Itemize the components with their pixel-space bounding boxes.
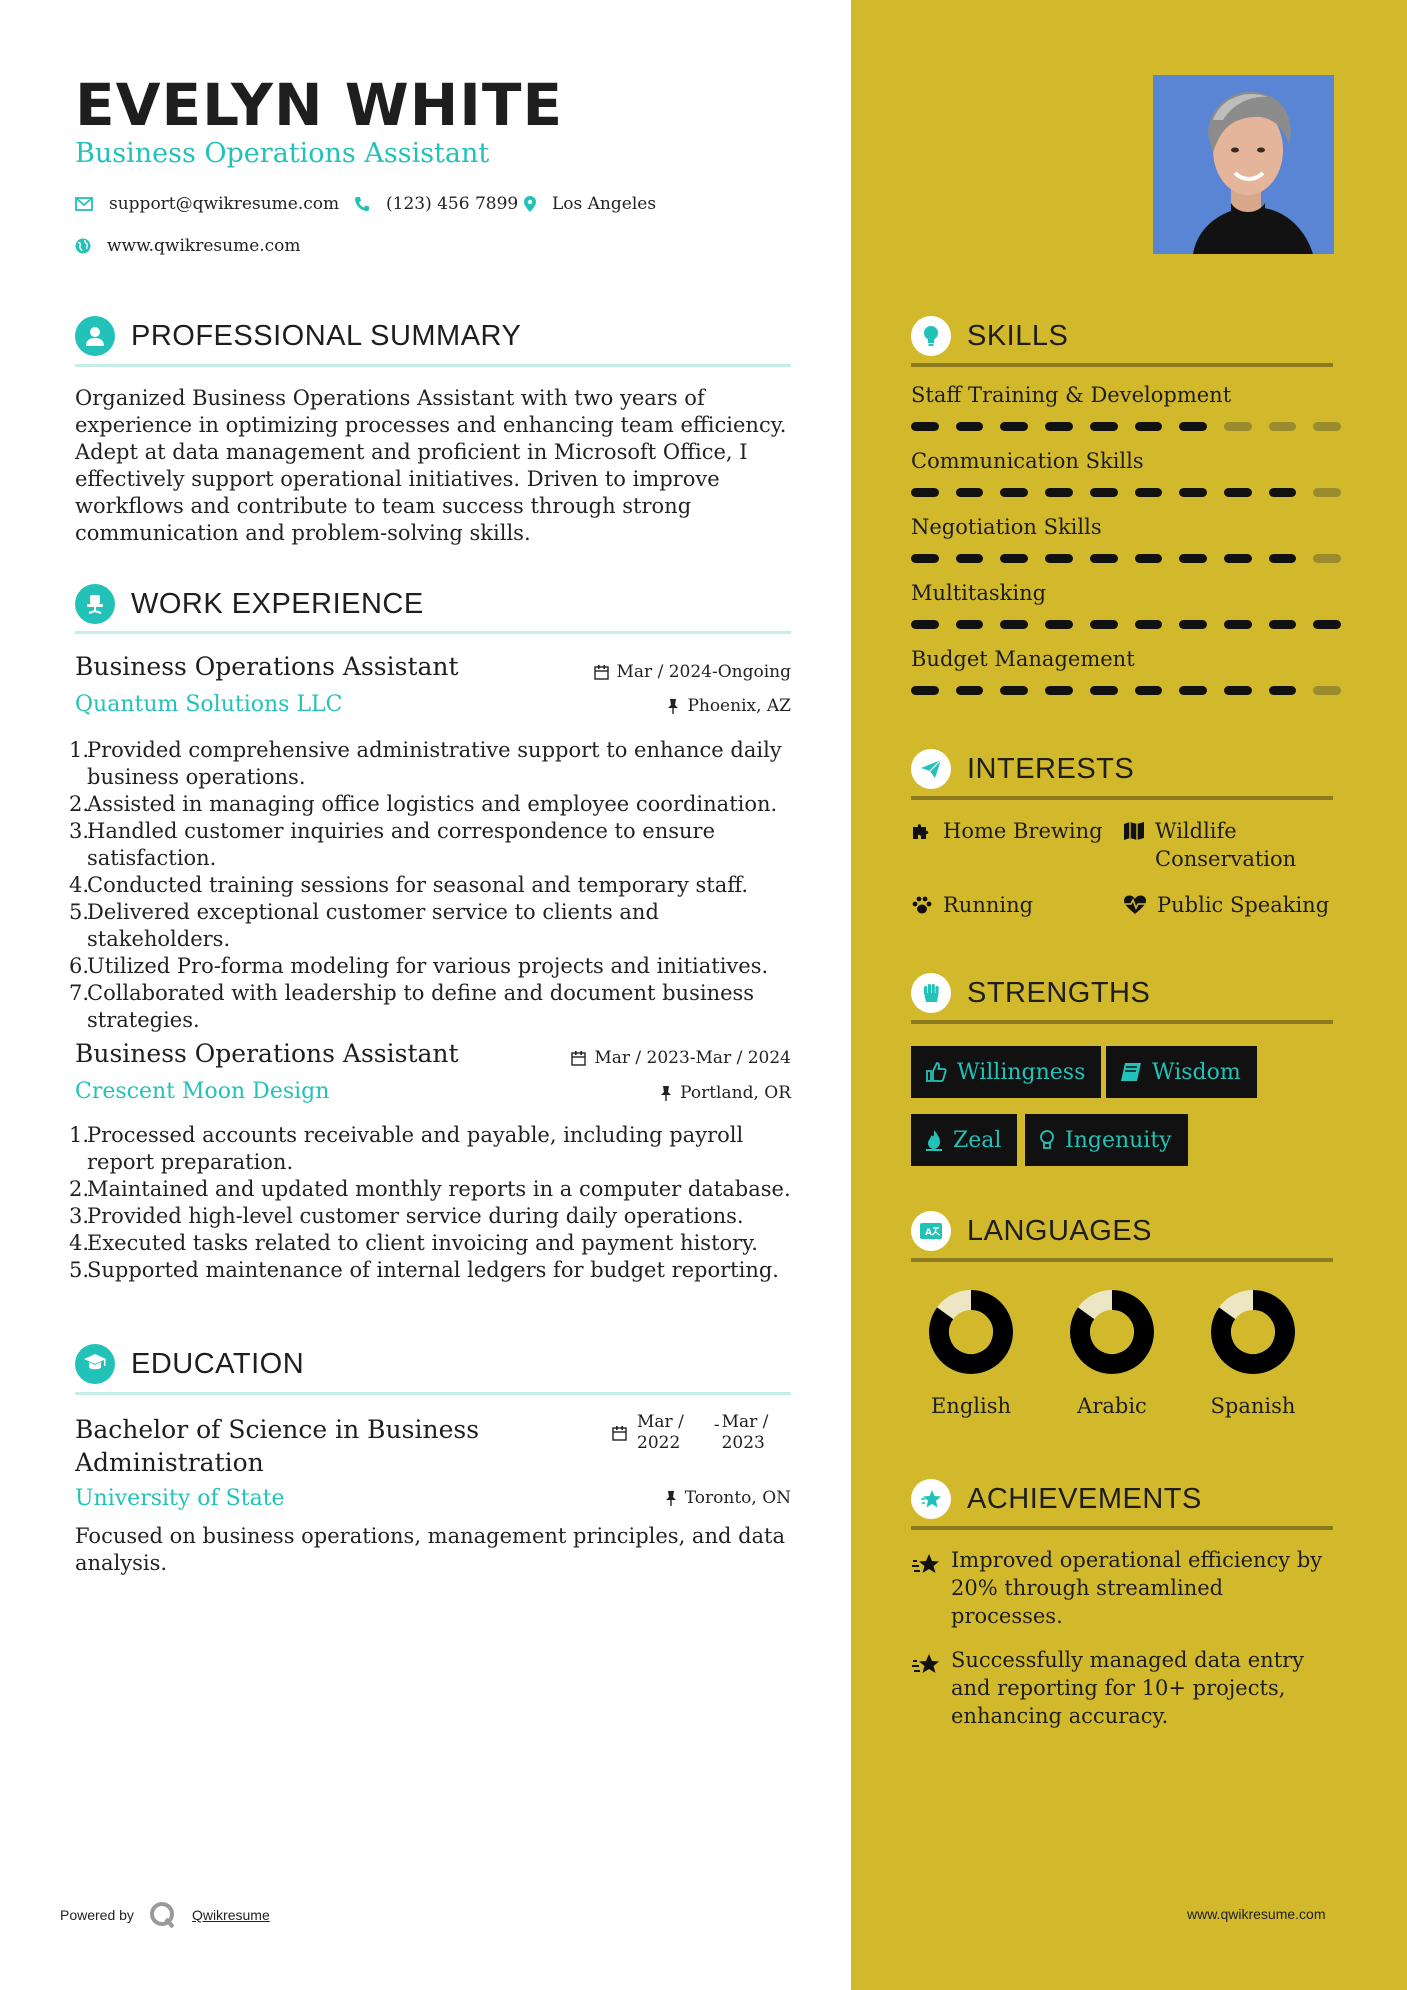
calendar-icon xyxy=(571,1051,586,1066)
lightbulb-icon xyxy=(911,316,951,356)
list-item: 5. Delivered exceptional customer service to clients and stakeholders. xyxy=(69,900,659,951)
skill-dash-empty xyxy=(1224,422,1252,431)
interests-title: INTERESTS xyxy=(967,752,1135,785)
job-duties xyxy=(69,1122,799,1284)
degree-line: Administration xyxy=(75,1448,264,1477)
paw-icon xyxy=(911,895,933,915)
interest-item: Wildlife Conservation xyxy=(1123,817,1296,873)
languages-divider xyxy=(911,1258,1333,1262)
job-location-text: Phoenix, AZ xyxy=(687,696,791,716)
interest-item: Home Brewing xyxy=(911,817,1103,845)
translate-icon xyxy=(911,1211,951,1251)
lightbulb-icon xyxy=(1039,1129,1055,1151)
skill-dash-filled xyxy=(1045,686,1073,695)
office-chair-icon xyxy=(75,584,115,624)
skill-dash-filled xyxy=(1045,422,1073,431)
job-date xyxy=(520,662,791,682)
date-end: Mar / 2023 xyxy=(721,1412,769,1453)
shooting-star-icon xyxy=(911,1652,941,1678)
summary-line: workflows and contribute to team success through strong xyxy=(75,494,692,518)
experience-title: WORK EXPERIENCE xyxy=(131,587,424,620)
list-item: 7. Collaborated with leadership to define and document business strategies. xyxy=(69,981,755,1032)
skill-dash-filled xyxy=(956,554,984,563)
svg-text:A: A xyxy=(925,1228,932,1238)
list-item: 5. Supported maintenance of internal ledgers for budget reporting. xyxy=(69,1258,779,1282)
skill-dash-filled xyxy=(911,686,939,695)
skill-dash-filled xyxy=(1000,422,1028,431)
skill-dash-filled xyxy=(1045,620,1073,629)
list-item: 4. Executed tasks related to client invoicing and payment history. xyxy=(69,1231,758,1255)
list-item: 6. Utilized Pro-forma modeling for various projects and initiatives. xyxy=(69,954,769,978)
candidate-name: EVELYN WHITE xyxy=(75,71,564,139)
envelope-icon xyxy=(75,197,93,211)
pushpin-icon xyxy=(665,1491,677,1506)
skill-dash-filled xyxy=(956,620,984,629)
skill-name: Communication Skills xyxy=(911,449,1144,473)
skill-meter xyxy=(911,554,1341,563)
skill-dash-filled xyxy=(1179,620,1207,629)
heartbeat-icon xyxy=(1123,895,1147,915)
powered-by xyxy=(60,1900,270,1930)
fist-icon xyxy=(911,973,951,1013)
list-item: 3. Handled customer inquiries and correspondence to ensure satisfaction. xyxy=(69,819,716,870)
contact-website[interactable] xyxy=(75,234,301,258)
school-location xyxy=(520,1488,791,1508)
school-name: University of State xyxy=(75,1486,285,1511)
skill-dash-filled xyxy=(956,488,984,497)
skill-dash-filled xyxy=(1224,620,1252,629)
phone-icon xyxy=(354,196,370,212)
contact-location xyxy=(524,192,656,216)
experience-heading xyxy=(75,584,424,624)
education-divider xyxy=(75,1392,791,1395)
job-title: Business Operations Assistant xyxy=(75,1039,459,1068)
thumbs-up-icon xyxy=(925,1061,947,1083)
language-item xyxy=(1052,1286,1172,1418)
skill-dash-filled xyxy=(1269,488,1297,497)
globe-icon xyxy=(75,238,91,254)
summary-line: Organized Business Operations Assistant with two years of xyxy=(75,386,705,410)
skill-dash-filled xyxy=(1135,620,1163,629)
job-date xyxy=(480,1048,791,1068)
skill-dash-filled xyxy=(1269,620,1297,629)
languages-list xyxy=(911,1286,1341,1436)
skill-dash-filled xyxy=(1179,554,1207,563)
strength-chip: Zeal xyxy=(911,1114,1017,1166)
date-separator: - xyxy=(713,1415,720,1435)
profile-photo xyxy=(1153,75,1334,254)
achievements-heading xyxy=(911,1479,1202,1519)
powered-by-text: Powered by xyxy=(60,1907,134,1923)
skill-dash-filled xyxy=(1135,422,1163,431)
summary-title: PROFESSIONAL SUMMARY xyxy=(131,319,522,352)
language-item xyxy=(911,1286,1031,1418)
skill-name: Budget Management xyxy=(911,647,1135,671)
skill-dash-empty xyxy=(1269,422,1297,431)
job-company: Crescent Moon Design xyxy=(75,1079,330,1104)
date-start: Mar / 2022 xyxy=(637,1412,684,1453)
skill-name: Negotiation Skills xyxy=(911,515,1102,539)
achievement-item: Successfully managed data entry and reporting for 10+ projects, enhancing accuracy. xyxy=(911,1646,1304,1730)
skill-meter xyxy=(911,686,1341,695)
list-item: 4. Conducted training sessions for seasonal and temporary staff. xyxy=(69,873,749,897)
qwikresume-logo-icon xyxy=(148,1900,178,1930)
skill-name: Staff Training & Development xyxy=(911,383,1232,407)
skill-meter xyxy=(911,488,1341,497)
strength-chip: Ingenuity xyxy=(1025,1114,1188,1166)
job-title: Business Operations Assistant xyxy=(75,652,459,681)
skill-name: Multitasking xyxy=(911,581,1047,605)
skill-dash-filled xyxy=(911,488,939,497)
skill-dash-filled xyxy=(1179,422,1207,431)
job-duties xyxy=(69,737,799,1034)
list-item: 2. Assisted in managing office logistics and employee coordination. xyxy=(69,792,778,816)
graduate-icon xyxy=(75,1344,115,1384)
summary-line: effectively support operational initiatives. Driven to improve xyxy=(75,467,720,491)
skill-dash-filled xyxy=(1135,554,1163,563)
summary-line: communication and problem-solving skills. xyxy=(75,521,531,545)
interests-heading xyxy=(911,749,1134,789)
list-item: 3. Provided high-level customer service during daily operations. xyxy=(69,1204,744,1228)
pushpin-icon xyxy=(660,1086,672,1101)
skill-dash-filled xyxy=(1179,686,1207,695)
contact-phone[interactable] xyxy=(354,192,518,216)
skill-dash-filled xyxy=(1000,686,1028,695)
skill-dash-empty xyxy=(1313,554,1341,563)
skills-list xyxy=(911,383,1341,713)
summary-text xyxy=(75,385,791,547)
skill-dash-empty xyxy=(1313,686,1341,695)
languages-title: LANGUAGES xyxy=(967,1214,1152,1247)
skill-dash-filled xyxy=(911,554,939,563)
book-icon xyxy=(1120,1062,1142,1082)
footer-website[interactable]: www.qwikresume.com xyxy=(1187,1906,1326,1922)
summary-line: Adept at data management and proficient in Microsoft Office, I xyxy=(75,440,748,464)
skill-dash-filled xyxy=(1135,488,1163,497)
skill-dash-filled xyxy=(1090,686,1118,695)
contact-email[interactable] xyxy=(75,192,339,216)
language-name: Arabic xyxy=(1077,1394,1147,1418)
skill-dash-filled xyxy=(1090,488,1118,497)
skill-row xyxy=(911,515,1341,581)
job-location xyxy=(520,696,791,716)
skill-dash-filled xyxy=(1179,488,1207,497)
skill-meter xyxy=(911,620,1341,629)
user-icon xyxy=(75,316,115,356)
skill-meter xyxy=(911,422,1341,431)
skill-dash-filled xyxy=(956,686,984,695)
education-date xyxy=(612,1412,768,1454)
phone-text: (123) 456 7899 xyxy=(386,194,519,214)
education-title: EDUCATION xyxy=(131,1347,305,1380)
skill-row xyxy=(911,449,1341,515)
skill-dash-filled xyxy=(1090,620,1118,629)
degree-title xyxy=(75,1413,479,1479)
job-location-text: Portland, OR xyxy=(680,1083,791,1103)
skill-dash-filled xyxy=(911,620,939,629)
skills-heading xyxy=(911,316,1068,356)
portrait-image xyxy=(1153,75,1334,254)
summary-line: experience in optimizing processes and enhancing team efficiency. xyxy=(75,413,787,437)
star-icon xyxy=(911,1479,951,1519)
list-item: 1. Provided comprehensive administrative support to enhance daily business operations. xyxy=(69,738,782,789)
achievement-item: Improved operational efficiency by 20% through streamlined processes. xyxy=(911,1546,1322,1630)
skill-dash-filled xyxy=(1000,488,1028,497)
education-heading xyxy=(75,1344,304,1384)
achievements-title: ACHIEVEMENTS xyxy=(967,1482,1202,1515)
strength-chip: Wisdom xyxy=(1106,1046,1257,1098)
summary-heading xyxy=(75,316,521,356)
skill-row xyxy=(911,383,1341,449)
skill-dash-filled xyxy=(1000,554,1028,563)
skill-dash-filled xyxy=(1269,554,1297,563)
pushpin-icon xyxy=(667,699,679,714)
skill-dash-filled xyxy=(1224,488,1252,497)
language-ring xyxy=(911,1286,1031,1384)
skill-dash-filled xyxy=(1045,554,1073,563)
list-item: 2. Maintained and updated monthly reports in a computer database. xyxy=(69,1177,791,1201)
skill-dash-filled xyxy=(911,422,939,431)
skill-dash-filled xyxy=(1313,620,1341,629)
education-description: Focused on business operations, management principles, and data analysis. xyxy=(75,1524,786,1575)
map-icon xyxy=(1123,821,1145,841)
email-text: support@qwikresume.com xyxy=(109,194,340,214)
interest-item: Public Speaking xyxy=(1123,891,1329,919)
skill-row xyxy=(911,581,1341,647)
strengths-divider xyxy=(911,1020,1333,1024)
achievements-divider xyxy=(911,1526,1333,1530)
skill-dash-filled xyxy=(1135,686,1163,695)
skills-divider xyxy=(911,363,1333,367)
strengths-heading xyxy=(911,973,1150,1013)
language-ring xyxy=(1052,1286,1172,1384)
strengths-title: STRENGTHS xyxy=(967,976,1151,1009)
map-pin-icon xyxy=(524,196,536,212)
flame-icon xyxy=(925,1129,943,1151)
language-name: Spanish xyxy=(1210,1394,1296,1418)
calendar-icon xyxy=(612,1426,627,1441)
skill-dash-empty xyxy=(1313,488,1341,497)
skill-dash-filled xyxy=(1090,554,1118,563)
skills-title: SKILLS xyxy=(967,319,1069,352)
strength-chip: Willingness xyxy=(911,1046,1101,1098)
puzzle-icon xyxy=(911,821,933,841)
skill-dash-empty xyxy=(1313,422,1341,431)
skill-dash-filled xyxy=(1000,620,1028,629)
skill-dash-filled xyxy=(1224,686,1252,695)
language-ring xyxy=(1193,1286,1313,1384)
skill-dash-filled xyxy=(1224,554,1252,563)
calendar-icon xyxy=(594,665,609,680)
location-text: Los Angeles xyxy=(552,194,657,214)
language-item xyxy=(1193,1286,1313,1418)
degree-line: Bachelor of Science in Business xyxy=(75,1415,480,1444)
interest-item: Running xyxy=(911,891,1033,919)
skill-row xyxy=(911,647,1341,713)
job-date-text: Mar / 2023-Mar / 2024 xyxy=(594,1048,791,1068)
job-company: Quantum Solutions LLC xyxy=(75,692,343,717)
languages-heading xyxy=(911,1211,1152,1251)
summary-divider xyxy=(75,364,791,367)
candidate-role: Business Operations Assistant xyxy=(75,138,490,169)
shooting-star-icon xyxy=(911,1552,941,1578)
job-location xyxy=(520,1083,791,1103)
website-text: www.qwikresume.com xyxy=(107,236,301,256)
skill-dash-filled xyxy=(1269,686,1297,695)
skill-dash-filled xyxy=(1090,422,1118,431)
paper-plane-icon xyxy=(911,749,951,789)
brand-link[interactable]: Qwikresume xyxy=(191,1907,270,1923)
school-location-text: Toronto, ON xyxy=(684,1488,791,1508)
language-name: English xyxy=(930,1394,1012,1418)
job-date-text: Mar / 2024-Ongoing xyxy=(616,662,791,682)
skill-dash-filled xyxy=(1045,488,1073,497)
list-item: 1. Processed accounts receivable and payable, including payroll report preparation. xyxy=(69,1123,744,1174)
skill-dash-filled xyxy=(956,422,984,431)
interests-divider xyxy=(911,796,1333,800)
experience-divider xyxy=(75,631,791,634)
